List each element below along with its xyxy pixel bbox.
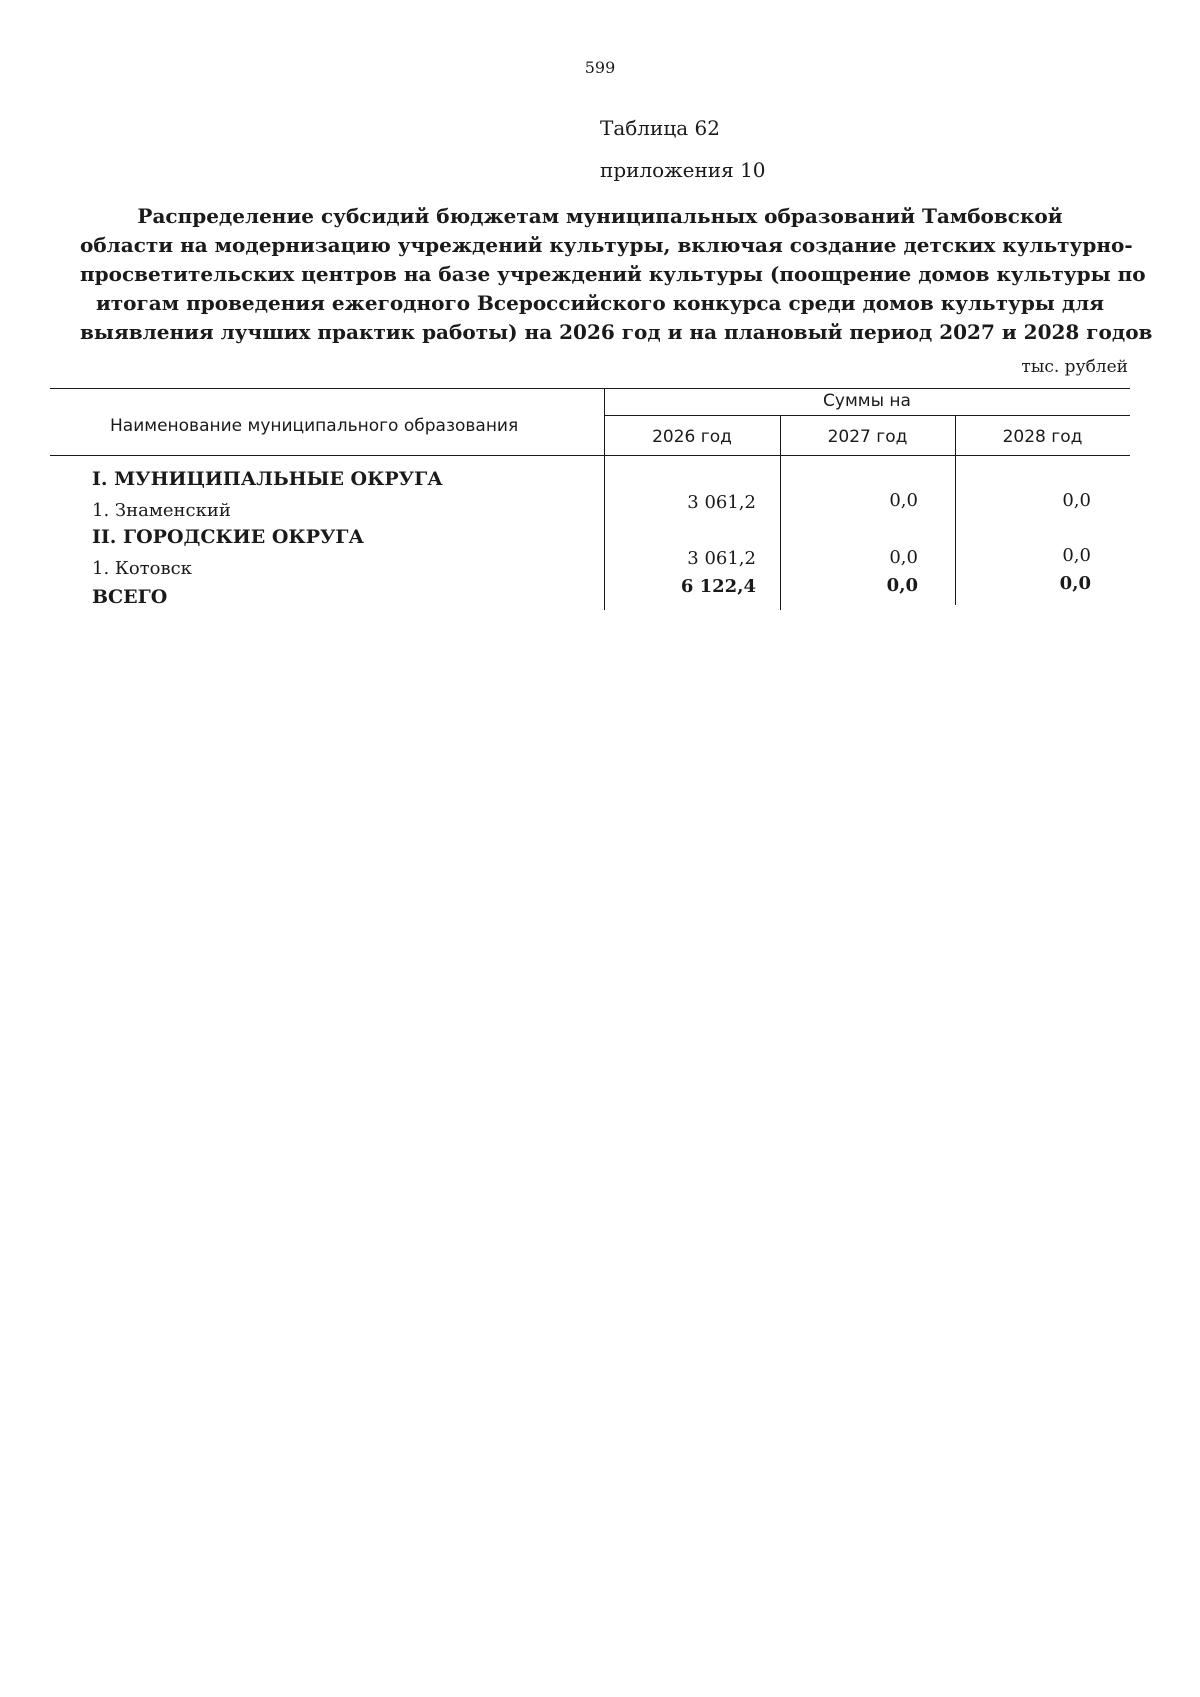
value-2028: 0,0	[1062, 490, 1091, 511]
appendix-label: приложения 10	[600, 158, 766, 182]
column-header-2027: 2027 год	[827, 427, 908, 447]
table-top-rule	[50, 388, 1130, 389]
value-2026: 3 061,2	[687, 492, 756, 513]
title-line: выявления лучших практик работы) на 2026 год и на плановый период 2027 и 2028 годов	[80, 320, 1153, 344]
section-heading: I. МУНИЦИПАЛЬНЫЕ ОКРУГА	[92, 468, 443, 490]
units-label: тыс. рублей	[1021, 357, 1128, 377]
value-2026: 6 122,4	[680, 576, 756, 597]
row-label: 1. Знаменский	[92, 500, 231, 521]
column-header-sums: Суммы на	[823, 391, 911, 411]
value-2027: 0,0	[886, 575, 918, 596]
table-number: Таблица 62	[600, 116, 720, 140]
title-line: просветительских центров на базе учреждений культуры (поощрение домов культуры по	[80, 262, 1146, 286]
value-2026: 3 061,2	[687, 548, 756, 569]
value-2027: 0,0	[889, 490, 918, 511]
value-2028: 0,0	[1062, 545, 1091, 566]
column-header-2028: 2028 год	[1002, 427, 1083, 447]
title-line: итогам проведения ежегодного Всероссийского конкурса среди домов культуры для	[95, 291, 1105, 315]
sums-header-rule	[604, 415, 1130, 416]
document-title	[80, 202, 1153, 347]
row-label-total: ВСЕГО	[92, 586, 168, 608]
header-bottom-rule	[50, 455, 1130, 456]
title-line: Распределение субсидий бюджетам муниципальных образований Тамбовской	[137, 204, 1063, 228]
value-2028: 0,0	[1059, 573, 1091, 594]
column-header-2026: 2026 год	[652, 427, 732, 447]
section-heading: II. ГОРОДСКИЕ ОКРУГА	[92, 526, 364, 548]
title-line: области на модернизацию учреждений культуры, включая создание детских культурно-	[80, 233, 1133, 257]
value-2027: 0,0	[889, 547, 918, 568]
column-header-name: Наименование муниципального образования	[110, 416, 519, 436]
row-label: 1. Котовск	[92, 558, 192, 579]
page-number: 599	[584, 58, 616, 77]
